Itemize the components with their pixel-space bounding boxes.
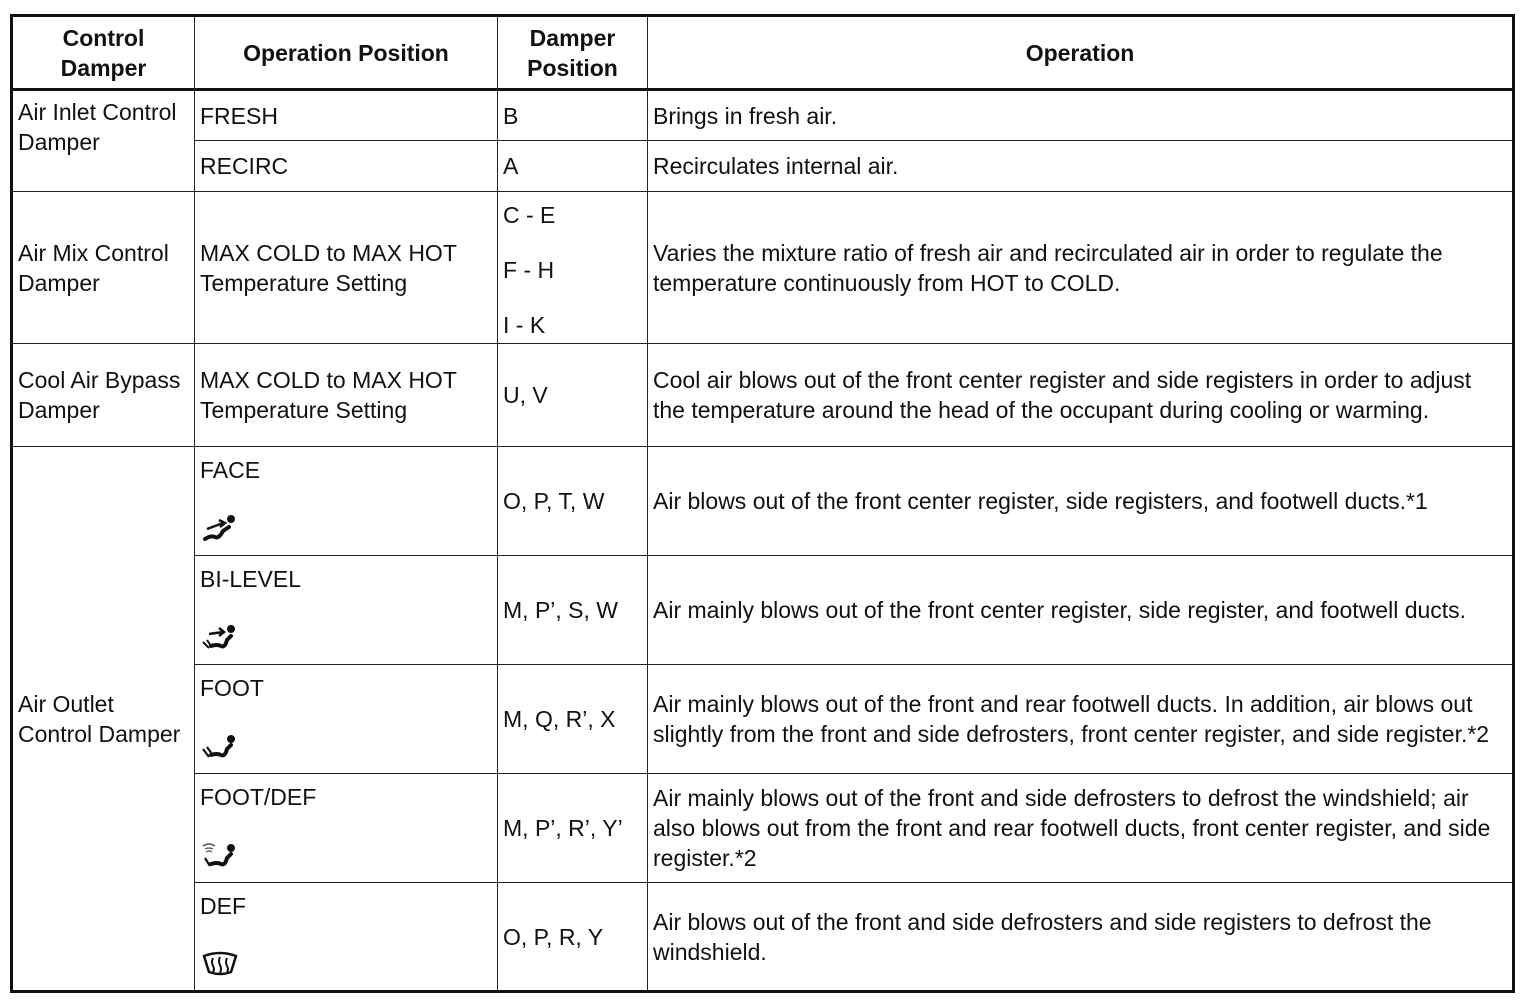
damper-position-ce: C - E [503, 202, 556, 228]
face-vent-icon [201, 513, 241, 543]
damper-position-fresh: B [498, 90, 648, 141]
position-foot-def-label: FOOT/DEF [200, 784, 317, 810]
operation-foot: Air mainly blows out of the front and rear footwell ducts. In addition, air blows out slightly from the front and side defrosters, front center register, and side register.*2 [648, 665, 1514, 774]
damper-position-recirc: A [498, 141, 648, 192]
defrost-icon [201, 948, 241, 978]
position-face [195, 447, 498, 556]
operation-air-mix: Varies the mixture ratio of fresh air and recirculated air in order to regulate the temperature continuously from HOT to COLD. [648, 192, 1514, 344]
position-air-mix: MAX COLD to MAX HOT Temperature Setting [195, 192, 498, 344]
foot-def-vent-icon [201, 840, 241, 870]
operation-fresh: Brings in fresh air. [648, 90, 1514, 141]
damper-name-air-outlet: Air Outlet Control Damper [12, 447, 195, 992]
position-bi-level-label: BI-LEVEL [200, 566, 301, 592]
foot-vent-icon [201, 731, 241, 761]
position-def-label: DEF [200, 893, 246, 919]
position-face-label: FACE [200, 457, 261, 483]
table-row [12, 447, 1514, 556]
position-cool-bypass: MAX COLD to MAX HOT Temperature Setting [195, 344, 498, 447]
position-fresh: FRESH [195, 90, 498, 141]
damper-position-fh: F - H [503, 257, 555, 283]
header-row [12, 16, 1514, 90]
position-bi-level [195, 556, 498, 665]
table-row [12, 665, 1514, 774]
damper-position-cool-bypass: U, V [498, 344, 648, 447]
table-row [12, 556, 1514, 665]
table-row [12, 90, 1514, 141]
operation-foot-def: Air mainly blows out of the front and side defrosters to defrost the windshield; air also blows out from the front and rear footwell ducts, front center register, and side register.*2 [648, 774, 1514, 883]
header-operation: Operation [648, 16, 1514, 90]
position-foot-label: FOOT [200, 675, 264, 701]
operation-bi-level: Air mainly blows out of the front center register, side register, and footwell ducts. [648, 556, 1514, 665]
damper-name-cool-bypass: Cool Air Bypass Damper [12, 344, 195, 447]
damper-position-bi-level: M, P’, S, W [498, 556, 648, 665]
table-row [12, 774, 1514, 883]
damper-name-air-mix: Air Mix Control Damper [12, 192, 195, 344]
damper-name-air-inlet: Air Inlet Control Damper [12, 90, 195, 192]
operation-def: Air blows out of the front and side defrosters and side registers to defrost the windshield. [648, 883, 1514, 992]
operation-face: Air blows out of the front center register, side registers, and footwell ducts.*1 [648, 447, 1514, 556]
position-recirc: RECIRC [195, 141, 498, 192]
damper-operation-table [10, 14, 1515, 993]
header-operation-position: Operation Position [195, 16, 498, 90]
position-foot-def [195, 774, 498, 883]
table-row [12, 344, 1514, 447]
damper-positions-air-mix [498, 192, 648, 344]
table-row [12, 192, 1514, 344]
operation-recirc: Recirculates internal air. [648, 141, 1514, 192]
header-control-damper: Control Damper [12, 16, 195, 90]
damper-position-foot: M, Q, R’, X [498, 665, 648, 774]
table-row [12, 141, 1514, 192]
damper-position-foot-def: M, P’, R’, Y’ [498, 774, 648, 883]
operation-cool-bypass: Cool air blows out of the front center register and side registers in order to adjust the temperature around the head of the occupant during cooling or warming. [648, 344, 1514, 447]
position-foot [195, 665, 498, 774]
damper-position-face: O, P, T, W [498, 447, 648, 556]
header-damper-position: Damper Position [498, 16, 648, 90]
position-def [195, 883, 498, 992]
bi-level-vent-icon [201, 622, 241, 652]
damper-position-def: O, P, R, Y [498, 883, 648, 992]
table-row [12, 883, 1514, 992]
damper-position-ik: I - K [503, 312, 546, 338]
